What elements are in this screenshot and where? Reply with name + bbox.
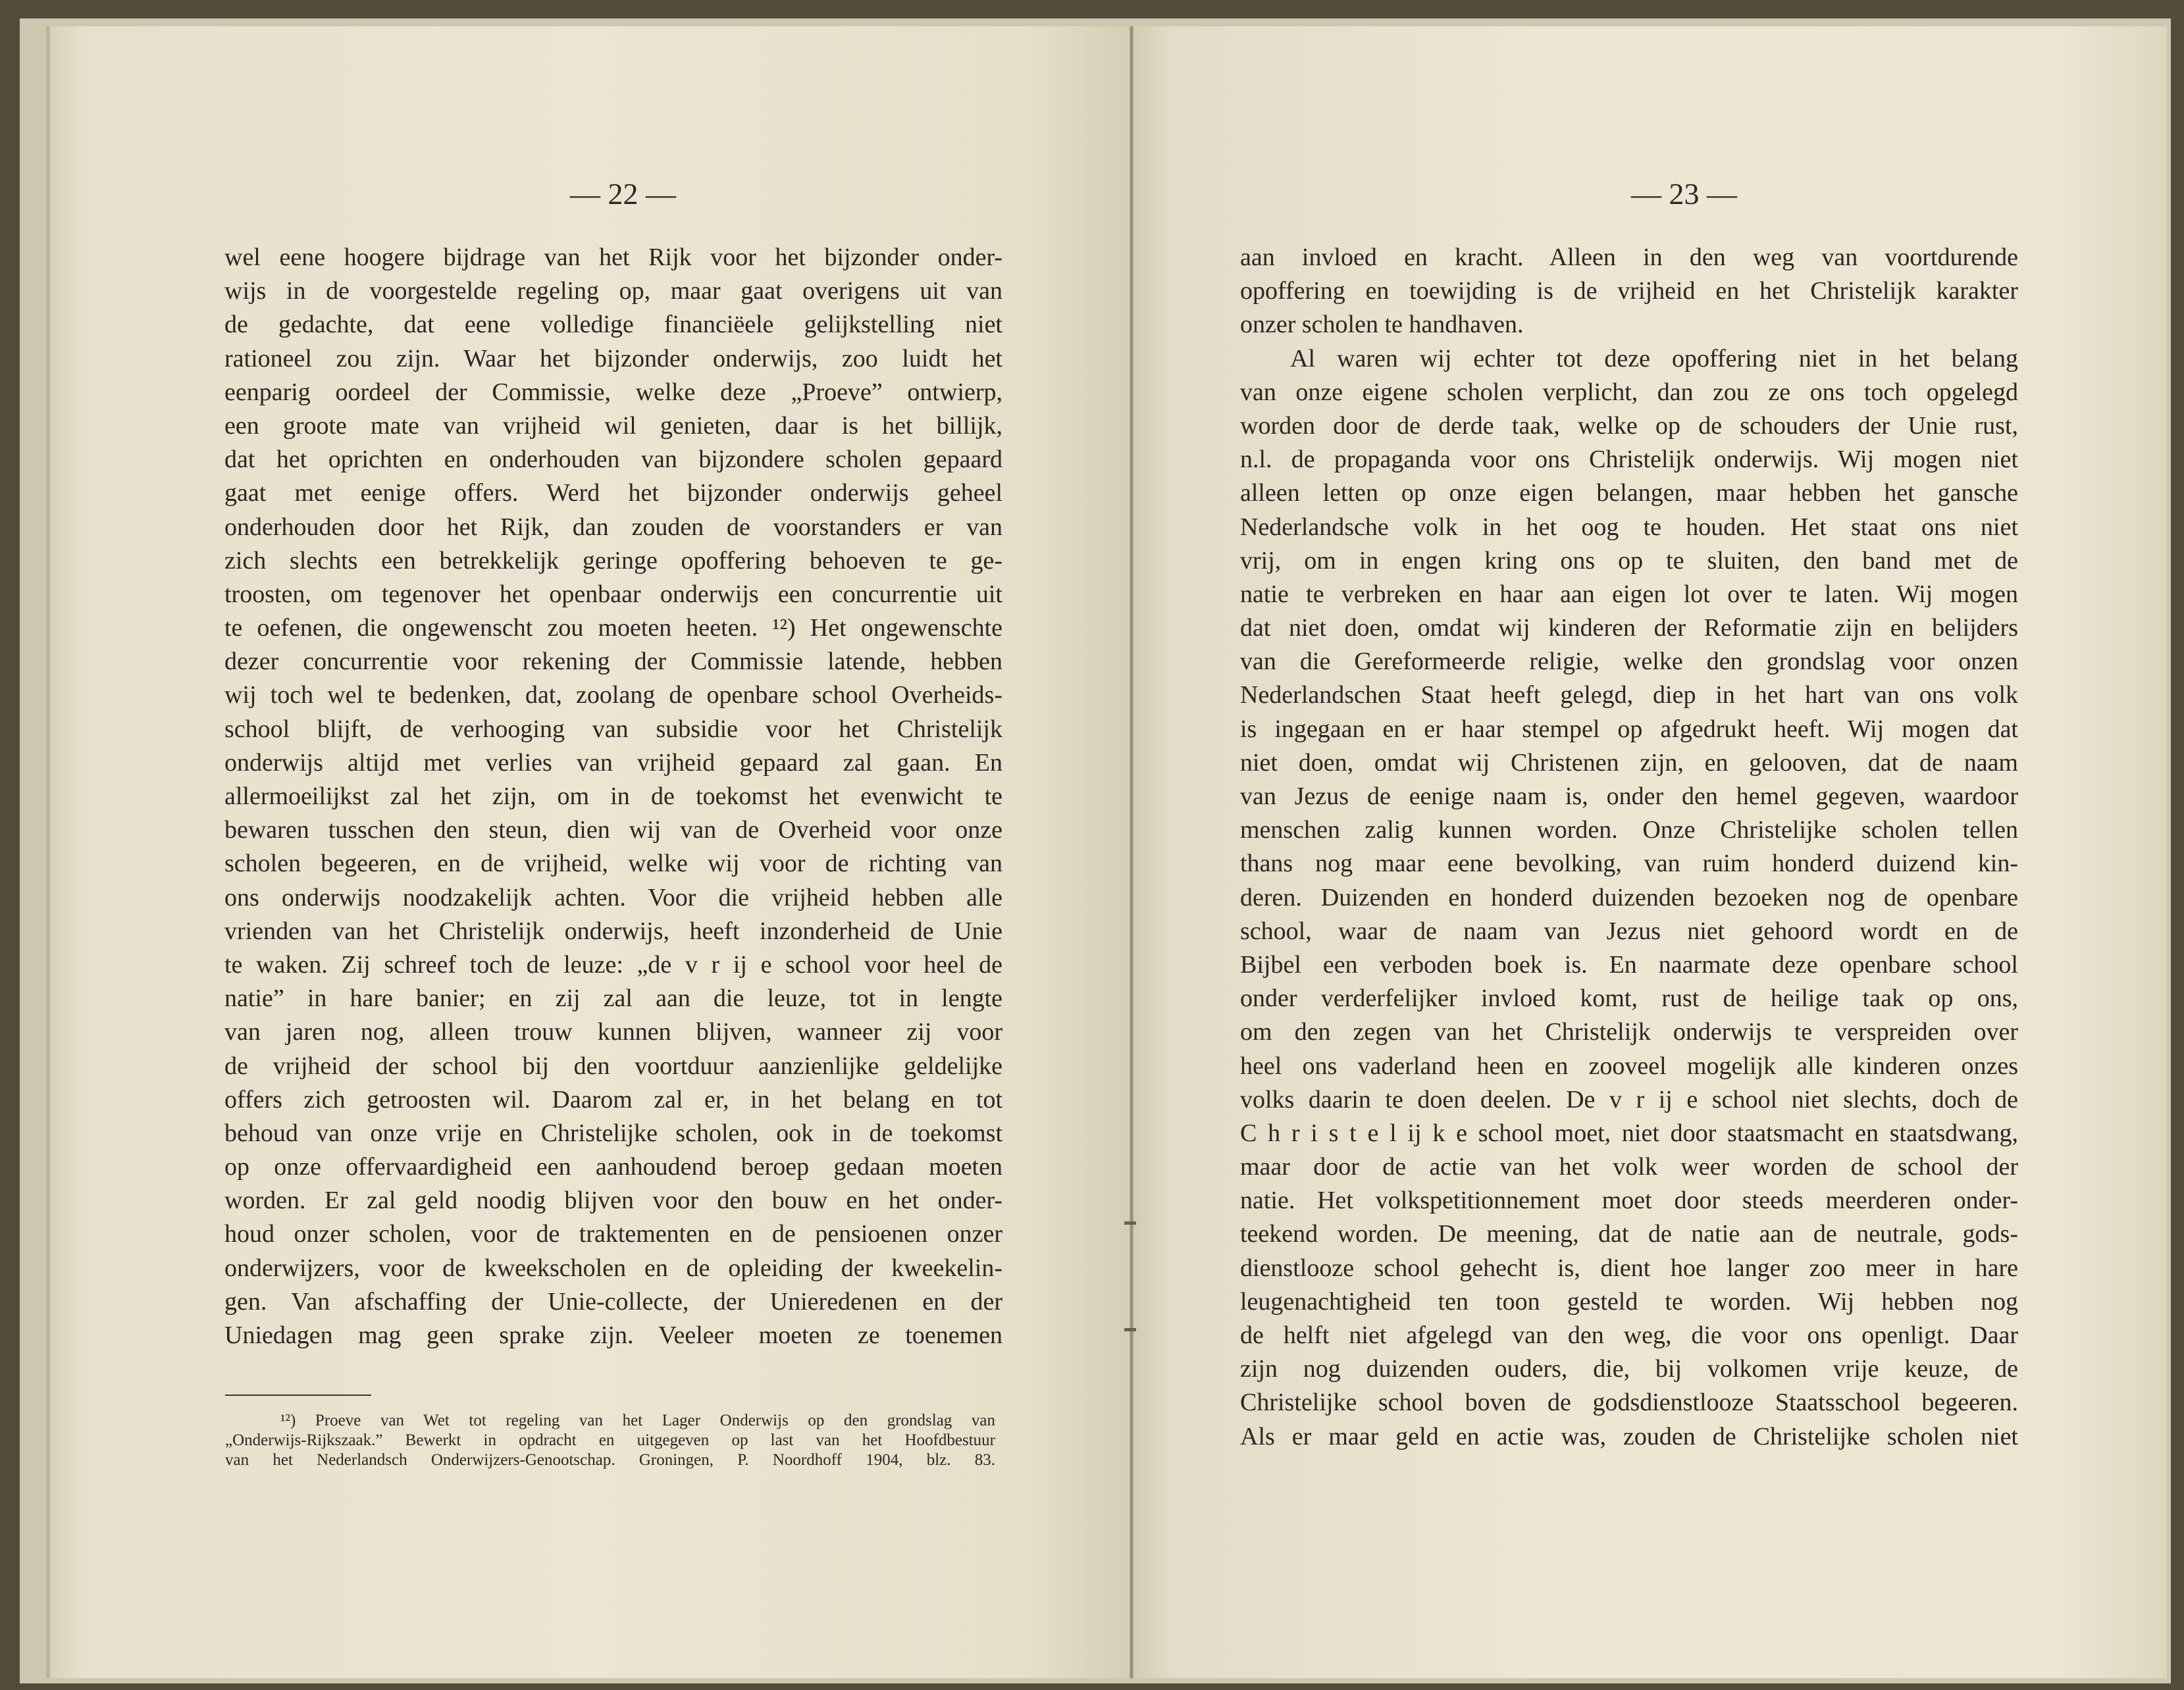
text-line: de helft niet afgelegd van den weg, die voor ons openligt. Daar <box>1240 1321 2018 1349</box>
book-gutter <box>1130 26 1133 1678</box>
text-line: om den zegen van het Christelijk onderwijs te verspreiden over <box>1240 1018 2018 1046</box>
left-page <box>46 26 1132 1678</box>
text-line: Al waren wij echter tot deze opoffering niet in het belang <box>1290 344 2018 372</box>
right-page <box>1132 26 2167 1678</box>
text-line: van die Gereformeerde religie, welke den grondslag voor onzen <box>1240 648 2018 676</box>
text-line: opoffering en toewijding is de vrijheid en het Christelijk karakter <box>1240 277 2018 305</box>
text-line: de gedachte, dat eene volledige financiëele gelijkstelling niet <box>224 311 1002 339</box>
text-line: van Jezus de eenige naam is, onder den hemel gegeven, waardoor <box>1240 782 2018 810</box>
text-line: menschen zalig kunnen worden. Onze Christelijke scholen tellen <box>1240 816 2018 844</box>
text-line: leugenachtigheid ten toon gesteld te worden. Wij hebben nog <box>1240 1287 2018 1316</box>
text-line: offers zich getroosten wil. Daarom zal er, in het belang en tot <box>224 1085 1002 1114</box>
text-line: eenparig oordeel der Commissie, welke deze „Proeve” ontwierp, <box>224 378 1002 406</box>
text-line: onderhouden door het Rijk, dan zouden de voorstanders er van <box>224 513 1002 541</box>
text-line: Christelijke school boven de godsdienstlooze Staatsschool begeeren. <box>1240 1389 2018 1417</box>
footnote-line: „Onderwijs-Rijkszaak.” Bewerkt in opdracht en uitgegeven op last van het Hoofdbestuur <box>225 1431 995 1449</box>
text-line: teekend worden. De meening, dat de natie aan de neutrale, gods- <box>1240 1220 2018 1248</box>
text-line: allermoeilijkst zal het zijn, om in de toekomst het evenwicht te <box>224 782 1002 810</box>
text-line: maar door de actie van het volk weer worden de school der <box>1240 1153 2018 1181</box>
text-line: dat het oprichten en onderhouden van bijzondere scholen gepaard <box>224 446 1002 474</box>
binding-staple <box>1124 1221 1136 1225</box>
text-line: dat niet doen, omdat wij kinderen der Reformatie zijn en belijders <box>1240 614 2018 642</box>
text-line: school blijft, de verhooging van subsidie voor het Christelijk <box>224 715 1002 743</box>
text-line: dezer concurrentie voor rekening der Commissie latende, hebben <box>224 648 1002 676</box>
left-page-body <box>224 241 1002 1352</box>
page-number-left: — 22 — <box>570 177 676 211</box>
text-line: onderwijzers, voor de kweekscholen en de opleiding der kweekelin- <box>224 1254 1002 1282</box>
text-line: behoud van onze vrije en Christelijke scholen, ook in de toekomst <box>224 1119 1002 1147</box>
open-book <box>20 18 2171 1683</box>
text-line: heel ons vaderland heen en zooveel mogelijk alle kinderen onzes <box>1240 1052 2018 1080</box>
text-line: worden door de derde taak, welke op de schouders der Unie rust, <box>1240 411 2018 440</box>
text-line: onder verderfelijker invloed komt, rust de heilige taak op ons, <box>1240 985 2018 1013</box>
text-line: wel eene hoogere bijdrage van het Rijk voor het bijzonder onder- <box>224 243 1002 271</box>
text-line: volks daarin te doen deelen. De v r ij e school niet slechts, doch de <box>1240 1085 2018 1114</box>
text-line: onderwijs altijd met verlies van vrijheid gepaard zal gaan. En <box>224 748 1002 777</box>
right-page-body <box>1240 241 2018 1454</box>
text-line: Bijbel een verboden boek is. En naarmate deze openbare school <box>1240 950 2018 979</box>
text-line: gen. Van afschaffing der Unie-collecte, der Unieredenen en der <box>224 1287 1002 1316</box>
binding-staple <box>1124 1328 1136 1331</box>
footnote-rule <box>225 1395 371 1396</box>
text-line: Nederlandschen Staat heeft gelegd, diep in het hart van ons volk <box>1240 681 2018 709</box>
text-line: scholen begeeren, en de vrijheid, welke wij voor de richting van <box>224 850 1002 878</box>
footnote-line: van het Nederlandsch Onderwijzers-Genootschap. Groningen, P. Noordhoff 1904, blz. 83. <box>225 1451 995 1469</box>
footnote <box>225 1411 995 1470</box>
page-number-right: — 23 — <box>1631 177 1737 211</box>
text-line: houd onzer scholen, voor de traktementen en de pensioenen onzer <box>224 1220 1002 1248</box>
text-line: ons onderwijs noodzakelijk achten. Voor die vrijheid hebben alle <box>224 883 1002 911</box>
text-line: zich slechts een betrekkelijk geringe opoffering behoeven te ge- <box>224 546 1002 575</box>
text-line: dienstlooze school gehecht is, dient hoe langer zoo meer in hare <box>1240 1254 2018 1282</box>
text-line: niet doen, omdat wij Christenen zijn, en gelooven, dat de naam <box>1240 748 2018 777</box>
text-line: wijs in de voorgestelde regeling op, maar gaat overigens uit van <box>224 277 1002 305</box>
text-line: n.l. de propaganda voor ons Christelijk onderwijs. Wij mogen niet <box>1240 446 2018 474</box>
text-line: natie. Het volkspetitionnement moet door steeds meerderen onder- <box>1240 1187 2018 1215</box>
text-line: gaat met eenige offers. Werd het bijzonder onderwijs geheel <box>224 479 1002 507</box>
text-line: de vrijheid der school bij den voortduur aanzienlijke geldelijke <box>224 1052 1002 1080</box>
text-line: rationeel zou zijn. Waar het bijzonder onderwijs, zoo luidt het <box>224 344 1002 372</box>
text-line: van onze eigene scholen verplicht, dan zou ze ons toch opgelegd <box>1240 378 2018 406</box>
text-line: wij toch wel te bedenken, dat, zoolang de openbare school Overheids- <box>224 681 1002 709</box>
text-line: Als er maar geld en actie was, zouden de Christelijke scholen niet <box>1240 1422 2018 1450</box>
text-line: onzer scholen te handhaven. <box>1240 311 1524 339</box>
text-line: deren. Duizenden en honderd duizenden bezoeken nog de openbare <box>1240 883 2018 911</box>
footnote-line: ¹²) Proeve van Wet tot regeling van het Lager Onderwijs op den grondslag van <box>280 1412 995 1429</box>
text-line: van jaren nog, alleen trouw kunnen blijven, wanneer zij voor <box>224 1018 1002 1046</box>
text-line: vrienden van het Christelijk onderwijs, heeft inzonderheid de Unie <box>224 917 1002 945</box>
text-line: worden. Er zal geld noodig blijven voor den bouw en het onder- <box>224 1187 1002 1215</box>
text-line: alleen letten op onze eigen belangen, maar hebben het gansche <box>1240 479 2018 507</box>
text-line: op onze offervaardigheid een aanhoudend beroep gedaan moeten <box>224 1153 1002 1181</box>
text-line: C h r i s t e l ij k e school moet, niet door staatsmacht en staatsdwang, <box>1240 1119 2018 1147</box>
text-line: vrij, om in engen kring ons op te sluiten, den band met de <box>1240 546 2018 575</box>
text-line: natie” in hare banier; en zij zal aan die leuze, tot in lengte <box>224 985 1002 1013</box>
text-line: school, waar de naam van Jezus niet gehoord wordt en de <box>1240 917 2018 945</box>
text-line: Nederlandsche volk in het oog te houden. Het staat ons niet <box>1240 513 2018 541</box>
text-line: is ingegaan en er haar stempel op afgedrukt heeft. Wij mogen dat <box>1240 715 2018 743</box>
text-line: Uniedagen mag geen sprake zijn. Veeleer moeten ze toenemen <box>224 1321 1002 1349</box>
text-line: een groote mate van vrijheid wil genieten, daar is het billijk, <box>224 411 1002 440</box>
text-line: troosten, om tegenover het openbaar onderwijs een concurrentie uit <box>224 580 1002 608</box>
text-line: natie te verbreken en haar aan eigen lot over te laten. Wij mogen <box>1240 580 2018 608</box>
text-line: zijn nog duizenden ouders, die, bij volkomen vrije keuze, de <box>1240 1355 2018 1383</box>
text-line: aan invloed en kracht. Alleen in den weg van voortdurende <box>1240 243 2018 271</box>
text-line: thans nog maar eene bevolking, van ruim honderd duizend kin- <box>1240 850 2018 878</box>
text-line: bewaren tusschen den steun, dien wij van de Overheid voor onze <box>224 816 1002 844</box>
text-line: te oefenen, die ongewenscht zou moeten heeten. ¹²) Het ongewenschte <box>224 614 1002 642</box>
text-line: te waken. Zij schreef toch de leuze: „de v r ij e school voor heel de <box>224 950 1002 979</box>
